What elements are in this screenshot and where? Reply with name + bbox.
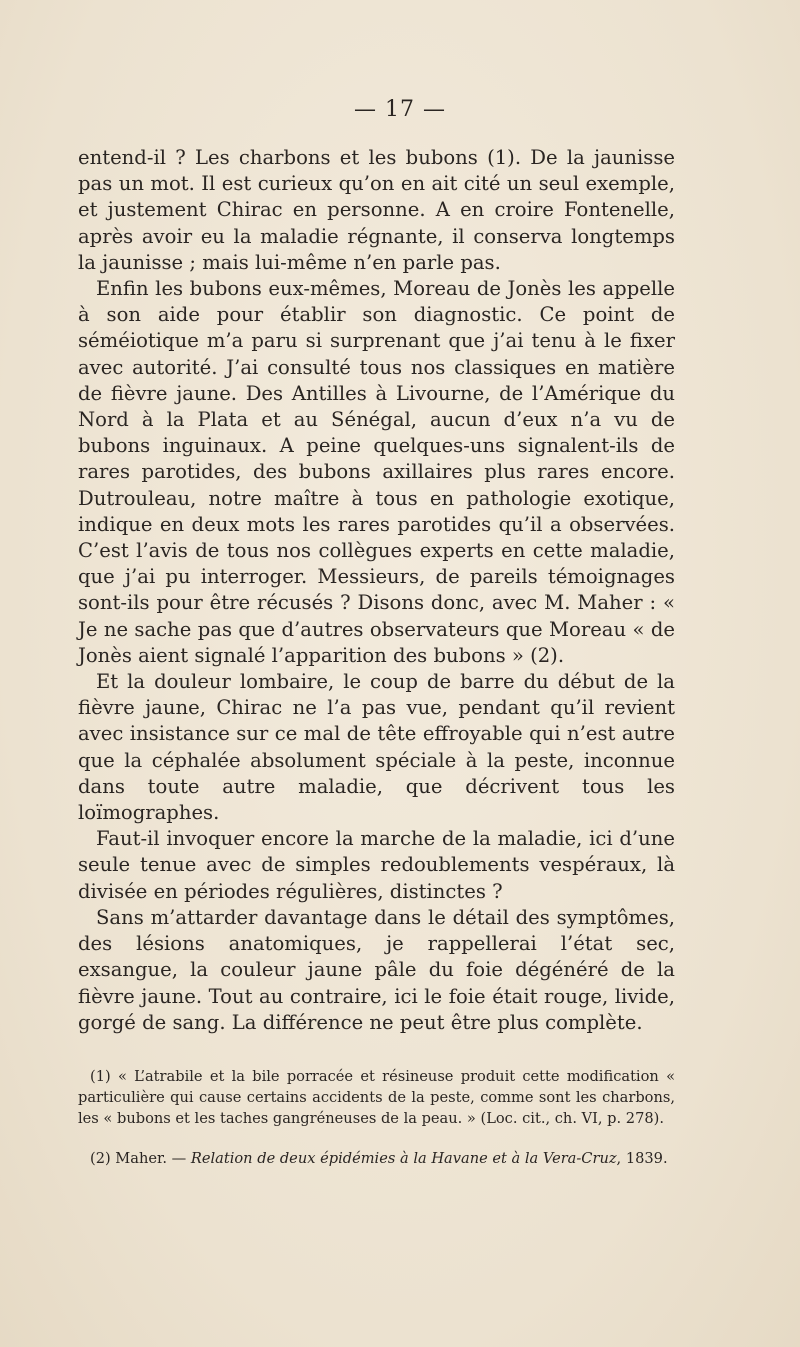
paragraph-4: Faut-il invoquer encore la marche de la maladie, ici d’une seule tenue avec de simples redoublements vespéraux, là divisée en périodes régulières, distinctes ? <box>78 827 675 903</box>
footnote-2-year: , 1839. <box>616 1150 668 1167</box>
paragraph-5: Sans m’attarder davantage dans le détail des symptômes, des lésions anatomiques, je rappellerai l’état sec, exsangue, la couleur jaune pâle du foie dégénéré de la fièvre jaune. Tout au contraire, ici le foie était rouge, livide, gorgé de sang. La différence ne peut être plus complète. <box>78 905 675 1034</box>
footnote-2-title: Relation de deux épidémies à la Havane et à la Vera-Cruz <box>190 1150 617 1167</box>
paragraph-3: Et la douleur lombaire, le coup de barre du début de la fièvre jaune, Chirac ne l’a pas vue, pendant qu’il revient avec insistance sur ce mal de tête effroyable qui n’est autre que la céphalée absolument spéciale à la peste, inconnue dans toute autre maladie, que décrivent tous les loïmographes. <box>78 670 675 825</box>
paragraph-1: entend-il ? Les charbons et les bubons (1). De la jaunisse pas un mot. Il est curieux qu’on en ait cité un seul exemple, et justement Chirac en personne. A en croire Fontenelle, après avoir eu la maladie régnante, il conserva longtemps la jaunisse ; mais lui-même n’en parle pas. <box>78 146 675 274</box>
footnote-1: (1) « L’atrabile et la bile porracée et résineuse produit cette modification « particulière qui cause certains accidents de la peste, comme sont les charbons, les « bubons et les taches gangréneuses de la peau. » (Loc. cit., ch. VI, p. 278). <box>78 1068 675 1127</box>
page-number: — 17 — <box>354 97 446 122</box>
footnotes <box>78 1066 675 1169</box>
footnote-2-author: (2) Maher. — <box>90 1150 191 1167</box>
footnote-2 <box>78 1148 675 1169</box>
paragraph-2: Enfin les bubons eux-mêmes, Moreau de Jonès les appelle à son aide pour établir son diagnostic. Ce point de séméiotique m’a paru si surprenant que j’ai tenu à le fixer avec autorité. J’ai consulté tous nos classiques en matière de fièvre jaune. Des Antilles à Livourne, de l’Amérique du Nord à la Plata et au Sénégal, aucun d’eux n’a vu de bubons inguinaux. A peine quelques-uns signalent-ils de rares parotides, des bubons axillaires plus rares encore. Dutrouleau, notre maître à tous en pathologie exotique, indique en deux mots les rares parotides qu’il a observées. C’est l’avis de tous nos collègues experts en cette maladie, que j’ai pu interroger. Messieurs, de pareils témoignages sont-ils pour être récusés ? Disons donc, avec M. Maher : « Je ne sache pas que d’autres observateurs que Moreau « de Jonès aient signalé l’apparition des bubons » (2). <box>78 277 675 667</box>
body-text <box>78 145 675 1036</box>
